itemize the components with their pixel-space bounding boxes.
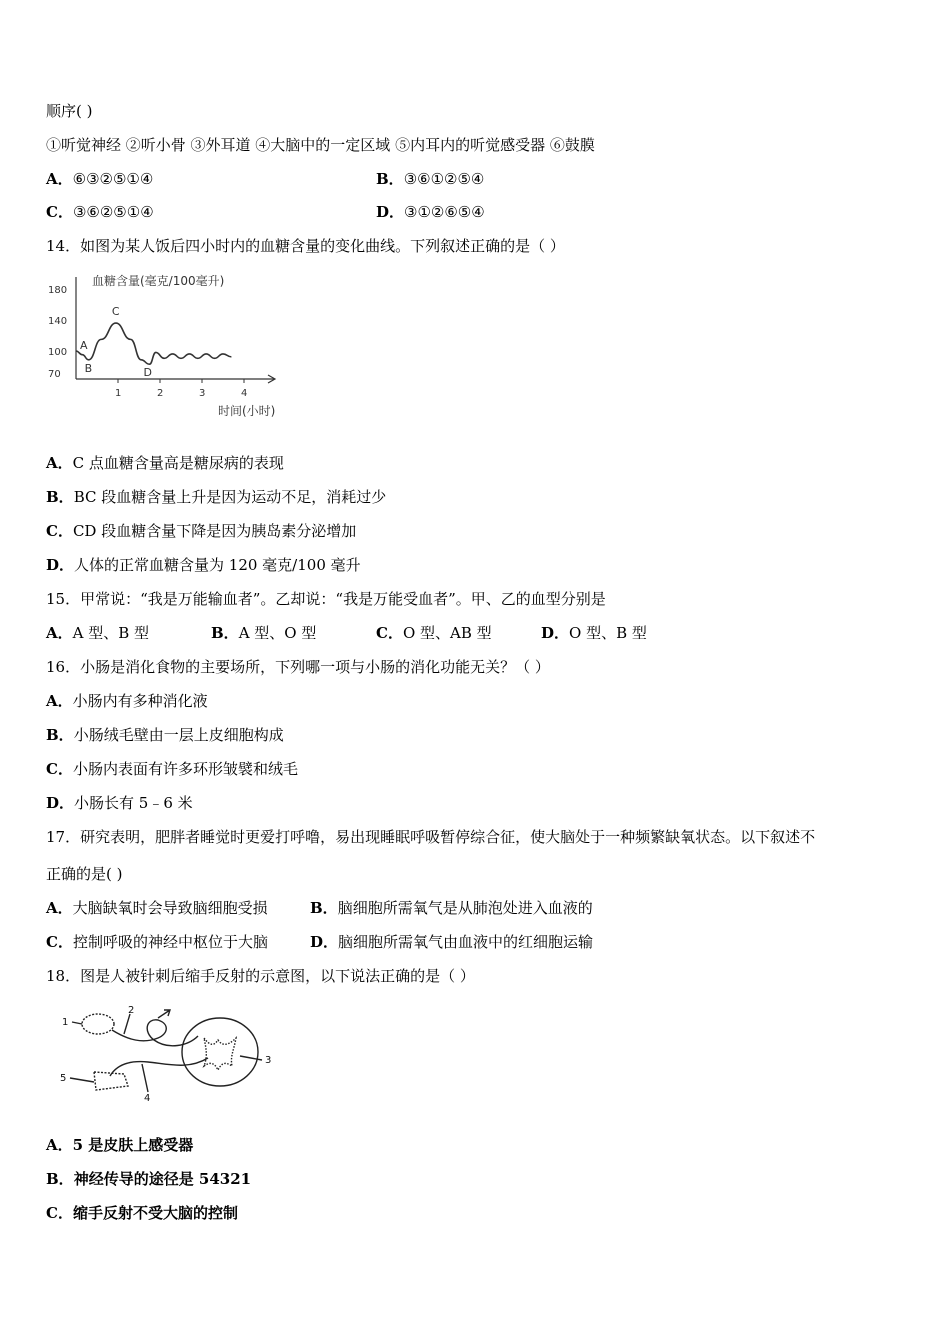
option-text: 人体的正常血糖含量为 120 毫克/100 毫升 [74,556,361,574]
chart-title: 血糖含量(毫克/100毫升) [92,274,225,288]
option-label: B． [211,624,239,642]
option-label: A． [46,454,73,472]
x-tick-label: 4 [241,388,248,399]
q13-option-c[interactable] [46,202,154,222]
option-label: A． [46,692,73,710]
q16-option-d[interactable] [46,793,193,813]
option-text: ⑥③②⑤①④ [72,170,154,188]
q17-option-c[interactable] [46,932,268,952]
point-label-c: C [111,305,120,319]
diagram-label-4: 4 [144,1093,151,1104]
q16-option-b[interactable] [46,725,284,745]
diagram-label-5: 5 [60,1073,67,1084]
q15-option-a[interactable] [46,623,149,643]
option-text: 小肠内有多种消化液 [72,692,208,710]
option-label: C． [46,760,73,778]
q14-option-b[interactable] [46,487,386,507]
label-line-1 [72,1022,82,1024]
q16-stem: 16．小肠是消化食物的主要场所，下列哪一项与小肠的消化功能无关？（ ） [46,658,550,676]
q17-option-b[interactable] [310,898,593,918]
x-tick-label: 1 [115,388,122,399]
option-label: D． [310,933,339,951]
q17-stem-line2: 正确的是( ) [46,865,123,883]
q17-stem-line1: 17．研究表明，肥胖者睡觉时更爱打呼噜，易出现睡眠呼吸暂停综合征，使大脑处于一种频繁缺氧状态。以下叙述不 [46,828,816,846]
option-text: C 点血糖含量高是糖尿病的表现 [72,454,284,472]
option-text: BC 段血糖含量上升是因为运动不足，消耗过少 [73,488,387,506]
option-text: 控制呼吸的神经中枢位于大脑 [72,933,268,951]
option-text: A 型、B 型 [72,624,150,642]
q13-option-d[interactable] [376,202,485,222]
q16-option-a[interactable] [46,691,208,711]
option-text: ③①②⑥⑤④ [404,203,485,221]
q18-option-b[interactable] [46,1169,251,1189]
q15-option-b[interactable] [211,623,316,643]
blood-glucose-chart [46,265,296,425]
y-tick-label: 100 [48,347,68,358]
option-label: B． [46,1170,74,1188]
diagram-label-3: 3 [265,1055,272,1066]
option-label: C． [46,203,73,221]
option-label: B． [310,899,338,917]
reflex-arc-diagram [58,1000,283,1108]
q18-option-c[interactable] [46,1203,238,1223]
option-text: 脑细胞所需氧气由血液中的红细胞运输 [338,933,594,951]
option-label: A． [46,899,73,917]
option-text: 脑细胞所需氧气是从肺泡处进入血液的 [337,899,593,917]
q15-option-d[interactable] [541,623,647,643]
option-label: D． [46,794,75,812]
label-line-4 [142,1064,148,1092]
option-text: 缩手反射不受大脑的控制 [72,1204,238,1222]
glucose-series-line [76,323,231,364]
grey-matter [204,1038,236,1070]
y-tick-label: 140 [48,316,68,327]
y-tick-label: 70 [48,369,61,380]
q16-option-c[interactable] [46,759,298,779]
q13-option-b[interactable] [376,169,484,189]
label-line-2 [124,1014,130,1034]
option-text: 小肠内表面有许多环形皱襞和绒毛 [72,760,298,778]
q17-option-a[interactable] [46,898,268,918]
option-label: B． [46,726,74,744]
q14-option-a[interactable] [46,453,284,473]
q15-option-c[interactable] [376,623,492,643]
option-label: A． [46,170,73,188]
diagram-label-2: 2 [128,1005,135,1016]
option-label: C． [46,522,73,540]
x-axis-label: 时间(小时) [218,404,276,418]
q15-stem: 15．甲常说：“我是万能输血者”。乙却说：“我是万能受血者”。甲、乙的血型分别是 [46,590,606,608]
q18-option-a[interactable] [46,1135,193,1155]
q13-option-a[interactable] [46,169,153,189]
receptor-tissue [82,1014,114,1034]
option-label: C． [376,624,403,642]
label-line-3 [240,1056,262,1060]
q18-stem: 18．图是人被针刺后缩手反射的示意图，以下说法正确的是（ ） [46,967,475,985]
option-text: 小肠长有 5﹣6 米 [74,794,193,812]
q14-option-c[interactable] [46,521,356,541]
option-label: C． [46,1204,73,1222]
option-text: O 型、B 型 [569,624,647,642]
option-text: 小肠绒毛壁由一层上皮细胞构成 [73,726,284,744]
option-text: ③⑥②⑤①④ [72,203,154,221]
q14-option-d[interactable] [46,555,361,575]
label-line-5 [70,1078,94,1082]
q17-option-d[interactable] [310,932,593,952]
option-label: D． [46,556,75,574]
motor-neuron [110,1058,208,1076]
option-label: D． [376,203,405,221]
point-label-b: B [84,361,93,375]
option-text: CD 段血糖含量下降是因为胰岛素分泌增加 [72,522,357,540]
option-text: A 型、O 型 [238,624,317,642]
q13-items: ①听觉神经 ②听小骨 ③外耳道 ④大脑中的一定区域 ⑤内耳内的听觉感受器 ⑥鼓膜 [46,136,595,154]
point-label-a: A [80,339,88,352]
spinal-cord [182,1018,258,1086]
option-label: B． [46,488,74,506]
q13-stem-tail: 顺序( ) [46,102,93,120]
option-label: D． [541,624,570,642]
option-text: 大脑缺氧时会导致脑细胞受损 [72,899,268,917]
option-label: A． [46,624,73,642]
q14-stem: 14．如图为某人饭后四小时内的血糖含量的变化曲线。下列叙述正确的是（ ） [46,237,565,255]
option-label: A． [46,1136,73,1154]
option-label: C． [46,933,73,951]
x-tick-label: 3 [199,388,206,399]
sensory-arrow [158,1010,170,1018]
option-text: O 型、AB 型 [402,624,492,642]
option-text: 5 是皮肤上感受器 [72,1136,194,1154]
option-text: ③⑥①②⑤④ [403,170,485,188]
point-label-d: D [143,366,152,380]
option-text: 神经传导的途径是 54321 [73,1170,252,1188]
option-label: B． [376,170,404,188]
x-tick-label: 2 [157,388,164,399]
diagram-label-1: 1 [62,1017,69,1028]
y-tick-label: 180 [48,285,68,296]
